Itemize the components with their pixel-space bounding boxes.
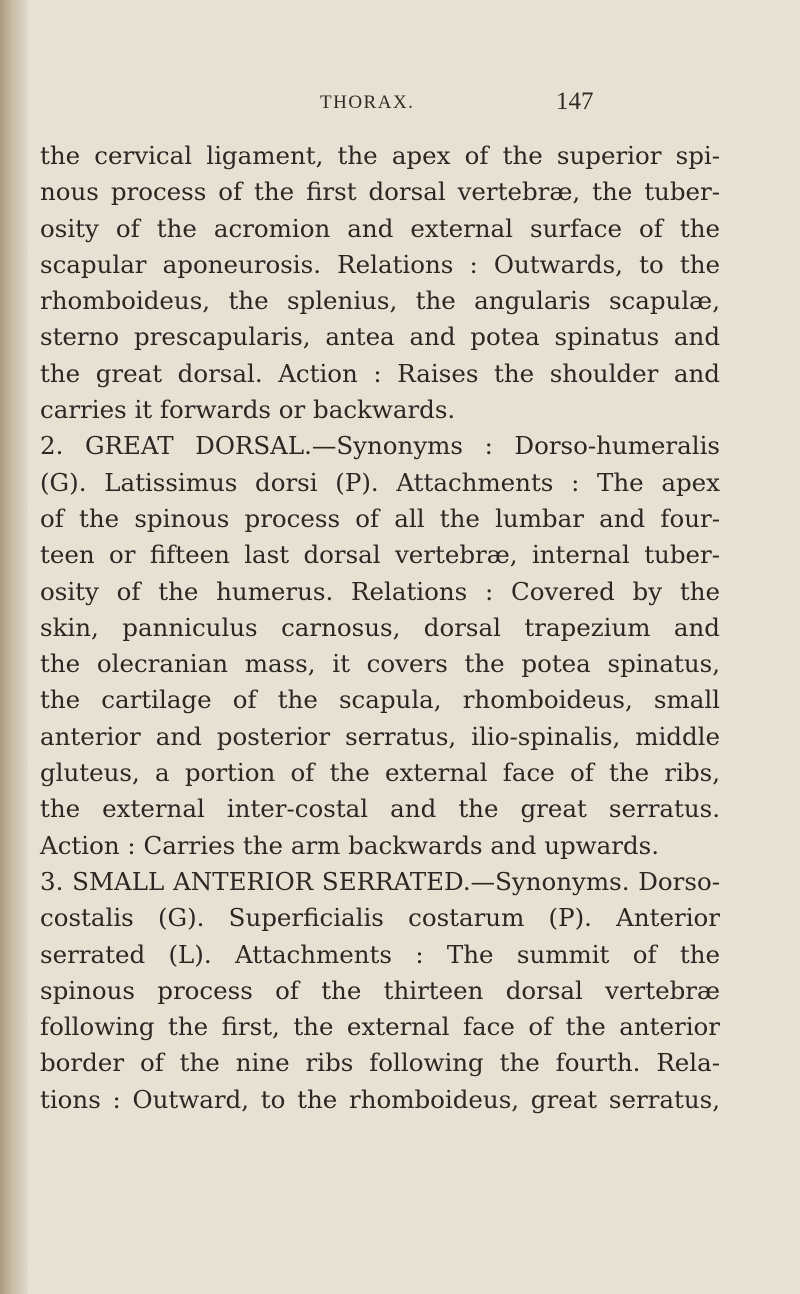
text-line: gluteus, a portion of the external face of the ribs, [40, 758, 720, 788]
running-head: THORAX. [320, 92, 415, 113]
text-line: serrated (L). Attachments : The summit of the [40, 939, 720, 969]
text-line: anterior and posterior serratus, ilio-spinalis, middle [40, 721, 720, 751]
page-binding-gutter [0, 0, 28, 1294]
text-line: sterno prescapularis, antea and potea spinatus and [40, 322, 720, 352]
text-line: the cervical ligament, the apex of the superior spi- [40, 141, 720, 170]
page-number: 147 [556, 88, 594, 115]
text-line: skin, panniculus carnosus, dorsal trapezium and [40, 612, 720, 642]
page-header [0, 88, 800, 118]
text-line: of the spinous process of all the lumbar and four- [40, 503, 720, 533]
text-line: the cartilage of the scapula, rhomboideus, small [40, 685, 720, 715]
text-line: (G). Latissimus dorsi (P). Attachments : The apex [40, 467, 720, 497]
text-line: costalis (G). Superficialis costarum (P). Anterior [40, 903, 720, 933]
body-text [40, 138, 720, 1118]
text-line: border of the nine ribs following the fourth. Rela- [40, 1048, 720, 1078]
text-line: osity of the acromion and external surface of the [40, 213, 720, 243]
text-line: the great dorsal. Action : Raises the shoulder and [40, 358, 720, 388]
text-line: nous process of the first dorsal vertebræ, the tuber- [40, 177, 720, 207]
text-line: spinous process of the thirteen dorsal vertebræ [40, 975, 720, 1005]
text-line: Action : Carries the arm backwards and upwards. [40, 830, 660, 860]
text-line: following the first, the external face of the anterior [40, 1012, 720, 1042]
text-line: the external inter-costal and the great serratus. [40, 794, 720, 824]
text-line: teen or fifteen last dorsal vertebræ, internal tuber- [40, 540, 720, 570]
text-line: 3. SMALL ANTERIOR SERRATED.—Synonyms. Dorso- [40, 866, 720, 896]
text-line: tions : Outward, to the rhomboideus, great serratus, [40, 1084, 720, 1114]
text-line: osity of the humerus. Relations : Covered by the [40, 576, 720, 606]
text-line: rhomboideus, the splenius, the angularis scapulæ, [40, 286, 720, 316]
text-line: the olecranian mass, it covers the potea spinatus, [40, 649, 720, 679]
text-line: 2. GREAT DORSAL.—Synonyms : Dorso-humeralis [40, 431, 720, 461]
text-line: carries it forwards or backwards. [40, 395, 456, 425]
text-line: scapular aponeurosis. Relations : Outwards, to the [40, 249, 720, 279]
